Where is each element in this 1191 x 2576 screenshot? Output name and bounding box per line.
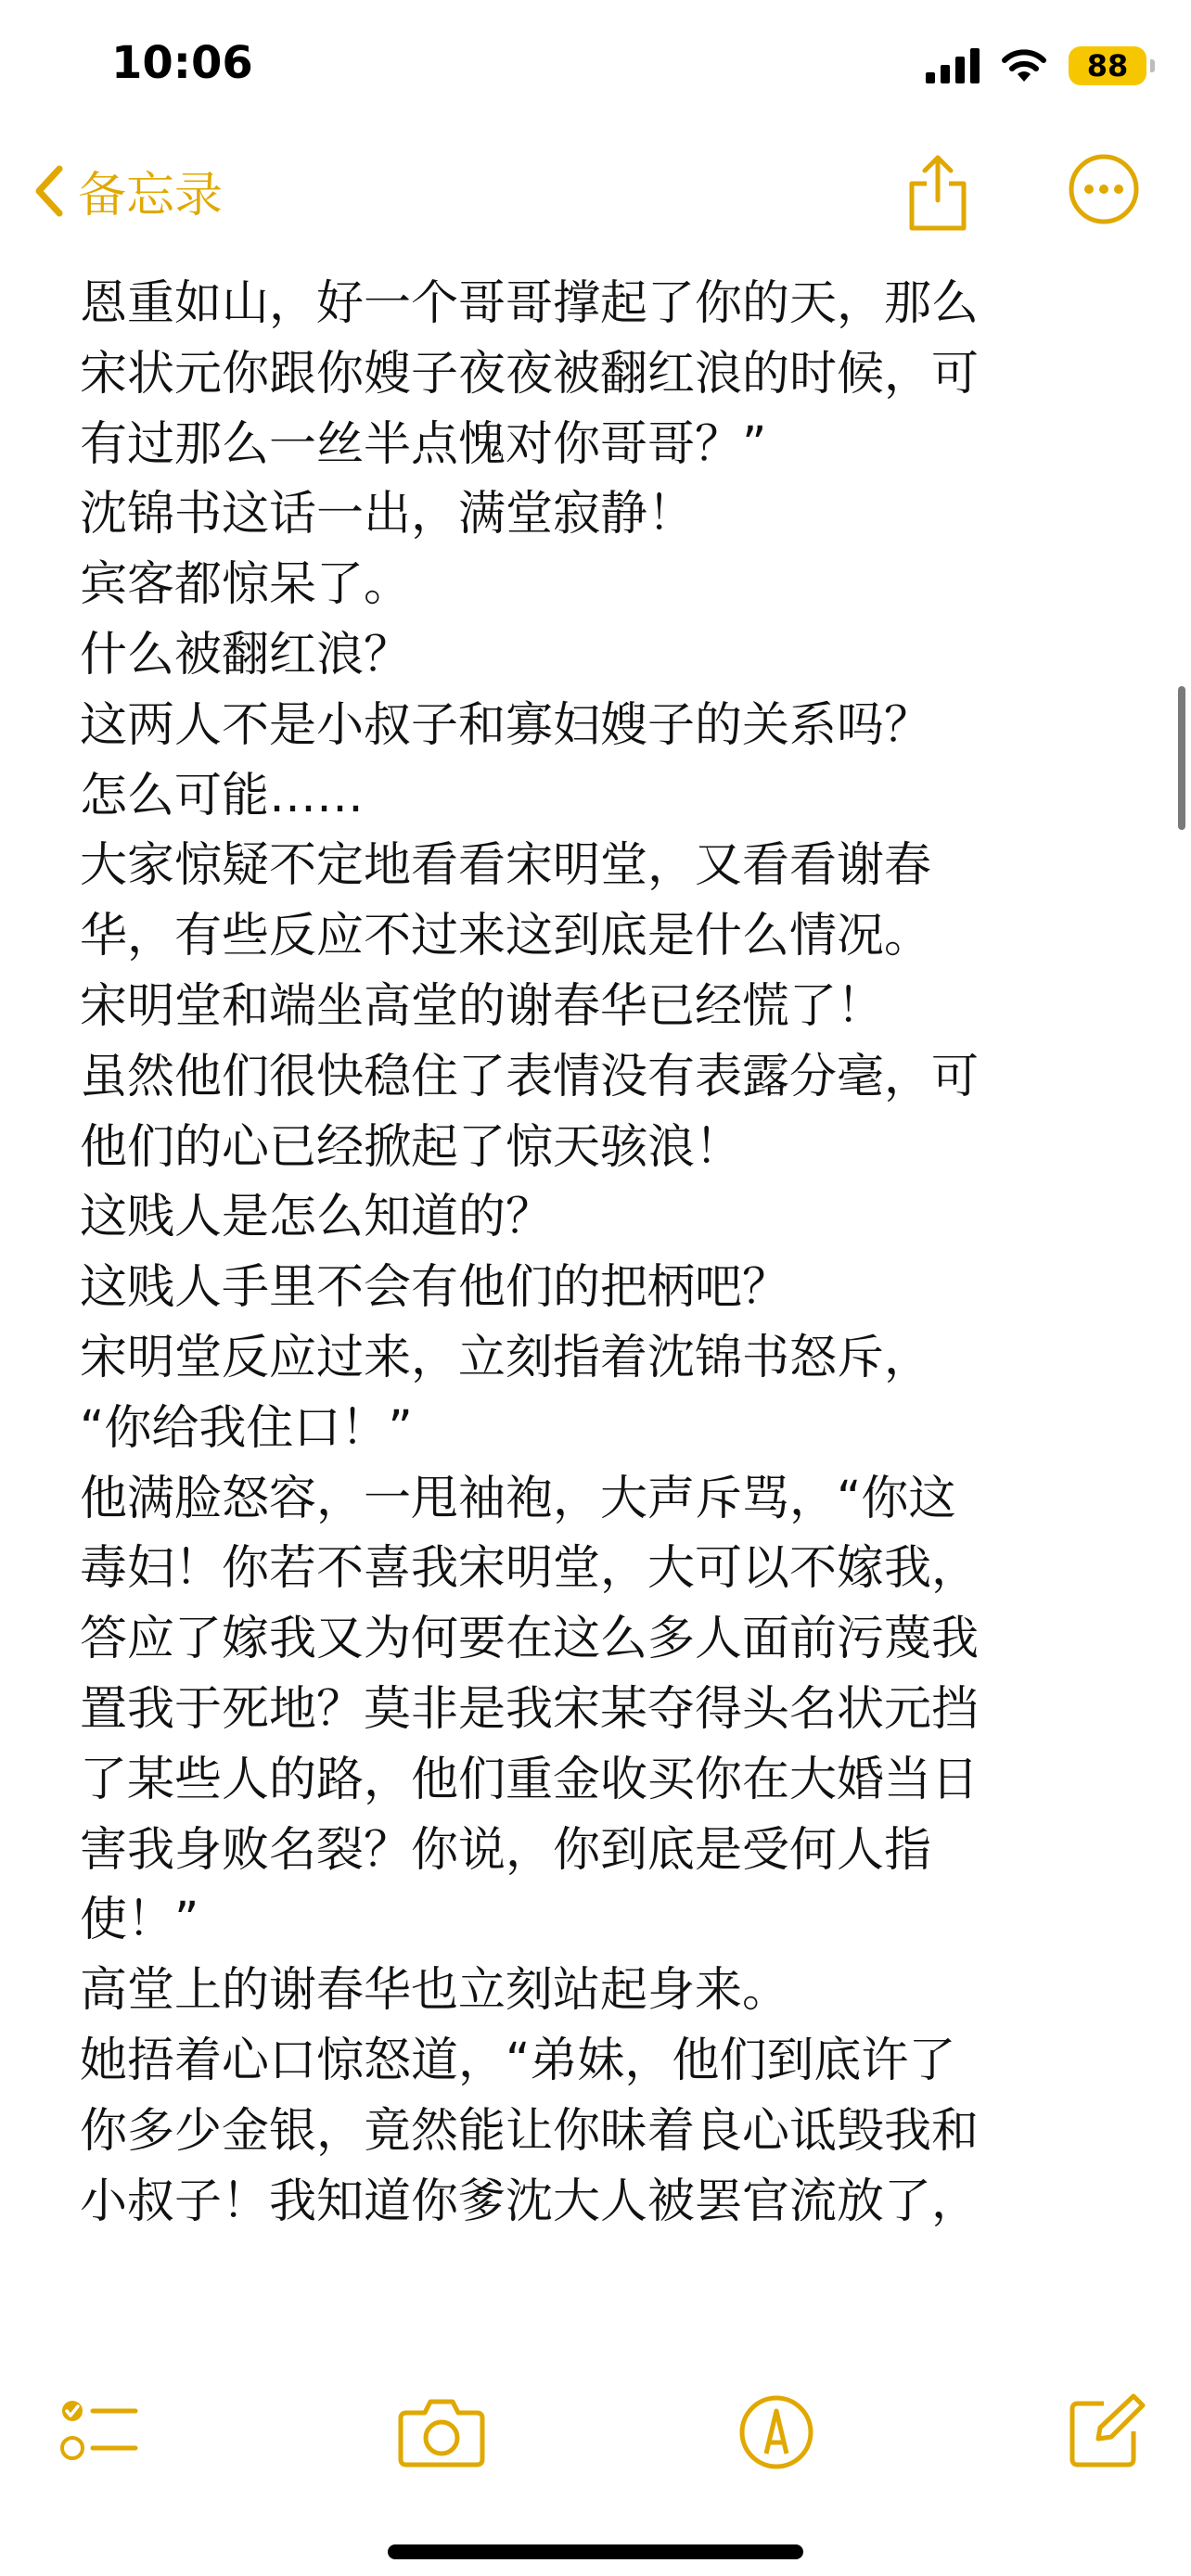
camera-icon (397, 2391, 486, 2474)
bottom-toolbar (0, 2374, 1191, 2494)
back-label: 备忘录 (78, 168, 224, 223)
note-line: 他满脸怒容，一甩袖袍，大声斥骂，“你这 (80, 1471, 956, 1526)
status-icons (926, 43, 1146, 89)
note-line: 宋状元你跟你嫂子夜夜被翻红浪的时候，可 (80, 346, 980, 402)
battery-level: 88 (1086, 48, 1129, 83)
note-line: 宋明堂和端坐高堂的谢春华已经慌了！ (80, 978, 885, 1034)
share-icon (904, 152, 971, 232)
note-line: 宾客都惊呆了。 (80, 557, 412, 613)
note-line: 了某些人的路，他们重金收买你在大婚当日 (80, 1752, 980, 1807)
note-line: 什么被翻红浪？ (80, 627, 412, 682)
camera-button[interactable] (397, 2391, 486, 2478)
nav-bar (0, 139, 1191, 246)
status-bar (0, 0, 1191, 139)
note-line: 华，有些反应不过来这到底是什么情况。 (80, 909, 932, 964)
more-icon (1067, 152, 1141, 226)
note-line: 虽然他们很快稳住了表情没有表露分毫，可 (80, 1049, 980, 1104)
note-line: 毒妇！你若不喜我宋明堂，大可以不嫁我， (80, 1541, 980, 1597)
back-button[interactable] (33, 156, 223, 225)
note-line: 你多少金银，竟然能让你昧着良心诋毁我和 (80, 2103, 980, 2159)
compose-button[interactable] (1067, 2391, 1146, 2474)
checklist-button[interactable] (58, 2391, 141, 2478)
checklist-icon (58, 2391, 141, 2474)
markup-button[interactable] (735, 2391, 818, 2478)
chevron-left-icon (33, 163, 65, 219)
note-line: 小叔子！我知道你爹沈大人被罢官流放了， (80, 2174, 980, 2229)
note-line: 这贱人手里不会有他们的把柄吧？ (80, 1260, 790, 1316)
note-line: 这两人不是小叔子和寡妇嫂子的关系吗？ (80, 697, 932, 753)
scrollbar-thumb[interactable] (1178, 686, 1185, 830)
note-line: 沈锦书这话一出，满堂寂静！ (80, 487, 696, 542)
cellular-signal-icon (926, 48, 980, 83)
note-line: 使！” (80, 1893, 199, 1948)
share-button[interactable] (904, 152, 971, 236)
note-line: 高堂上的谢春华也立刻站起身来。 (80, 1963, 790, 2019)
note-line: 宋明堂反应过来，立刻指着沈锦书怒斥， (80, 1330, 932, 1385)
home-indicator[interactable] (388, 2544, 803, 2559)
note-line: 有过那么一丝半点愧对你哥哥？” (80, 416, 767, 472)
wifi-icon (1000, 48, 1048, 83)
note-line: 置我于死地？莫非是我宋某夺得头名状元挡 (80, 1681, 980, 1737)
note-line: 她捂着心口惊怒道，“弟妹，他们到底许了 (80, 2033, 956, 2088)
more-button[interactable] (1067, 152, 1141, 230)
note-line: “你给我住口！” (80, 1400, 413, 1456)
battery-icon (1069, 46, 1146, 85)
compose-icon (1067, 2391, 1146, 2470)
note-line: 恩重如山，好一个哥哥撑起了你的天，那么 (80, 276, 980, 331)
note-line: 他们的心已经掀起了惊天骇浪！ (80, 1119, 743, 1175)
note-line: 这贱人是怎么知道的？ (80, 1190, 554, 1245)
note-line: 答应了嫁我又为何要在这么多人面前污蔑我 (80, 1612, 980, 1667)
note-line: 怎么可能…… (80, 768, 365, 823)
note-body[interactable] (80, 269, 1165, 2237)
note-line: 害我身败名裂？你说，你到底是受何人指 (80, 1822, 932, 1878)
markup-icon (735, 2391, 818, 2474)
note-line: 大家惊疑不定地看看宋明堂，又看看谢春 (80, 838, 932, 894)
status-time: 10:06 (111, 37, 253, 89)
